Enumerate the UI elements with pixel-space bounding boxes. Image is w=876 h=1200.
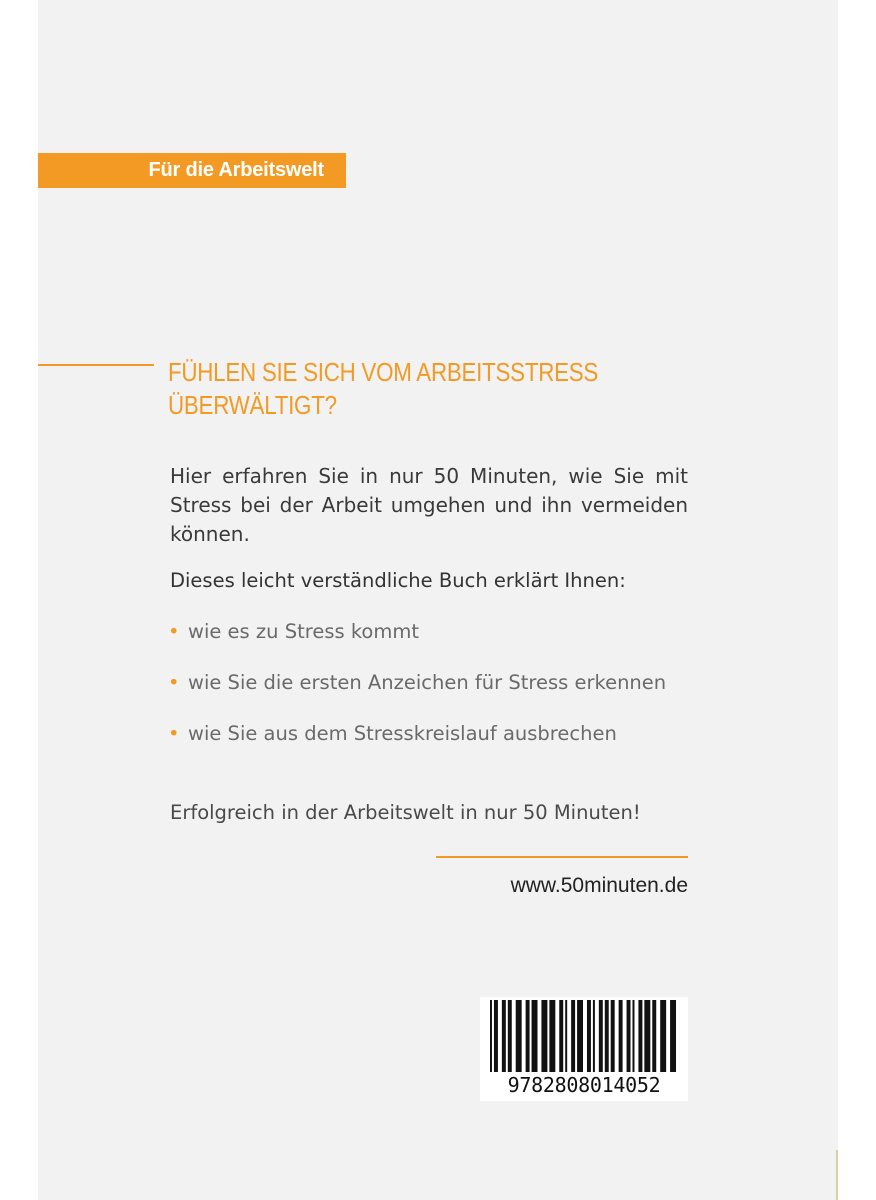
url-divider — [436, 856, 688, 858]
barcode-stripe — [559, 1000, 563, 1072]
barcode-stripe — [660, 1000, 666, 1072]
closing-line: Erfolgreich in der Arbeitswelt in nur 50 Minuten! — [170, 801, 641, 824]
list-item-text: wie Sie die ersten Anzeichen für Stress erkennen — [188, 671, 667, 694]
barcode-stripe — [502, 1000, 506, 1072]
barcode-stripe — [549, 1000, 555, 1072]
category-tag: Für die Arbeitswelt — [38, 153, 346, 188]
barcode-stripe — [611, 1000, 615, 1072]
barcode-stripe — [670, 1000, 676, 1072]
list-item-text: wie es zu Stress kommt — [188, 620, 420, 643]
barcode-stripe — [494, 1000, 498, 1072]
barcode-stripe — [577, 1000, 583, 1072]
barcode-stripe — [593, 1000, 595, 1072]
list-item — [168, 669, 688, 697]
barcode-stripe — [490, 1000, 492, 1072]
website-url: www.50minuten.de — [510, 874, 688, 897]
barcode — [480, 997, 688, 1101]
headline — [168, 356, 615, 422]
barcode-stripe — [627, 1000, 631, 1072]
benefit-list — [168, 618, 688, 771]
bullet-dot-icon: • — [168, 722, 180, 745]
bullet-dot-icon: • — [168, 620, 180, 643]
intro-paragraph: Hier erfahren Sie in nur 50 Minuten, wie Sie mit Stress bei der Arbeit umgehen und ihn vermeiden können. — [170, 464, 688, 546]
list-item — [168, 618, 688, 646]
isbn-number: 9782808014052 — [507, 1073, 661, 1097]
headline-divider — [38, 364, 154, 366]
spine-edge-line — [836, 1150, 838, 1200]
list-item-text: wie Sie aus dem Stresskreislauf ausbrechen — [188, 722, 617, 745]
barcode-stripe — [632, 1000, 634, 1072]
list-item — [168, 720, 688, 748]
barcode-stripe — [587, 1000, 591, 1072]
headline-line-1: FÜHLEN SIE SICH VOM ARBEITSSTRESS — [168, 357, 599, 387]
list-lead-text: Dieses leicht verständliche Buch erklärt Ihnen: — [170, 569, 626, 592]
barcode-stripe — [526, 1000, 530, 1072]
barcode-stripe — [508, 1000, 512, 1072]
barcode-stripe — [532, 1000, 538, 1072]
barcode-stripe — [644, 1000, 650, 1072]
barcode-stripe — [565, 1000, 567, 1072]
barcode-stripe — [571, 1000, 575, 1072]
barcode-stripe — [599, 1000, 603, 1072]
headline-line-2: ÜBERWÄLTIGT? — [168, 390, 337, 420]
barcode-stripe — [541, 1000, 547, 1072]
barcode-stripe — [516, 1000, 522, 1072]
barcode-stripe — [619, 1000, 623, 1072]
barcode-bars — [490, 1000, 678, 1072]
barcode-stripe — [652, 1000, 656, 1072]
barcode-stripe — [638, 1000, 642, 1072]
bullet-dot-icon: • — [168, 671, 180, 694]
barcode-stripe — [605, 1000, 609, 1072]
